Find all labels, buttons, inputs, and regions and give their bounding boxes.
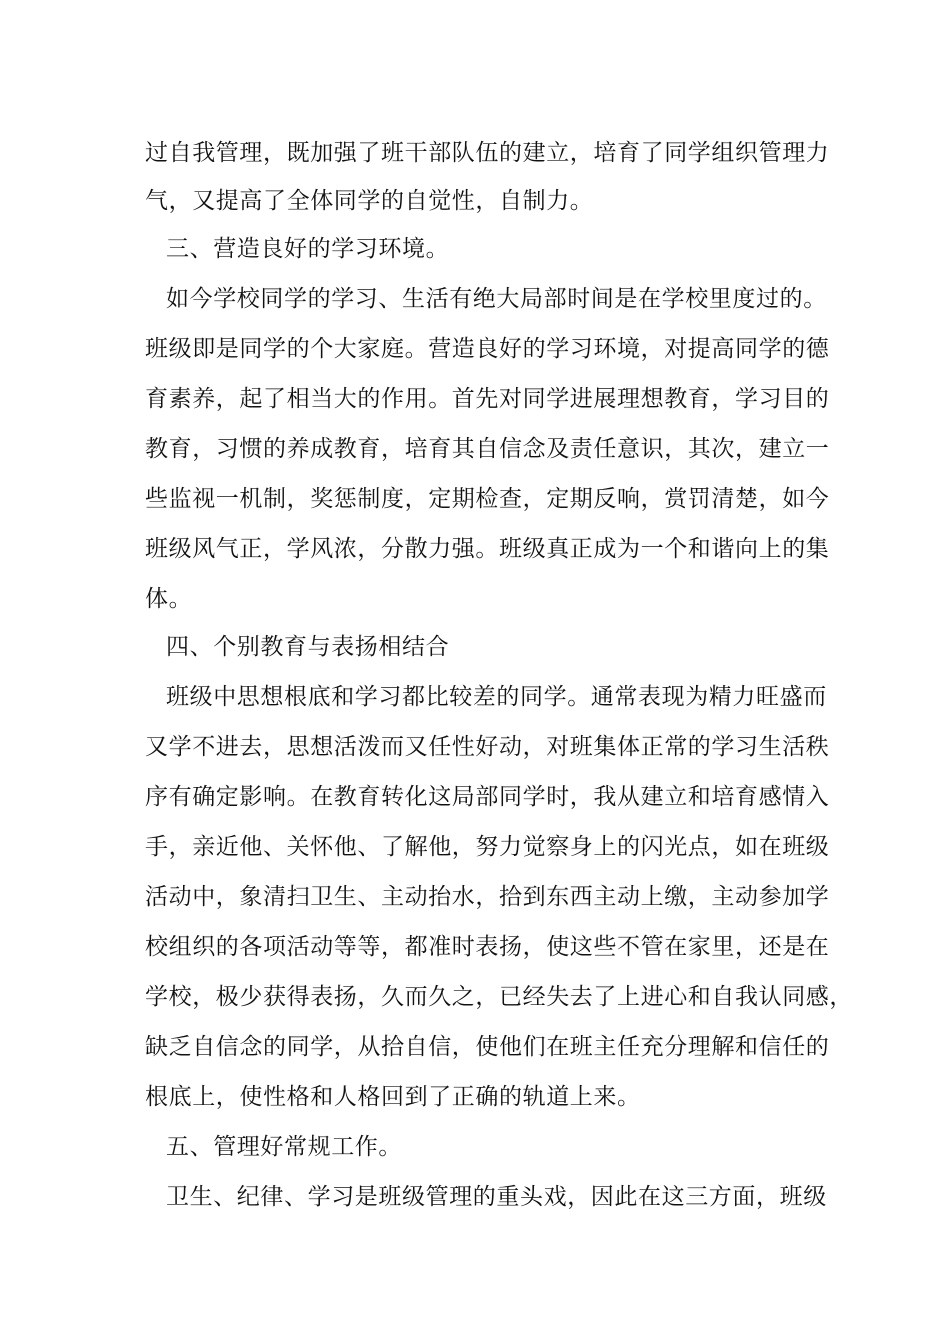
section-heading: 三、营造良好的学习环境。 bbox=[166, 236, 450, 262]
paragraph-line: 体。 bbox=[145, 586, 193, 612]
paragraph-line: 校组织的各项活动等等，都准时表扬，使这些不管在家里，还是在 bbox=[145, 934, 830, 960]
paragraph-line: 班级中思想根底和学习都比较差的同学。通常表现为精力旺盛而 bbox=[166, 684, 827, 710]
paragraph-line: 育素养，起了相当大的作用。首先对同学进展理想教育，学习目的 bbox=[145, 386, 830, 412]
paragraph-line: 手，亲近他、关怀他、了解他，努力觉察身上的闪光点，如在班级 bbox=[145, 834, 830, 860]
paragraph-line: 班级即是同学的个大家庭。营造良好的学习环境，对提高同学的德 bbox=[145, 336, 830, 362]
paragraph-line: 些监视一机制，奖惩制度，定期检查，定期反响，赏罚清楚，如今 bbox=[145, 486, 830, 512]
paragraph-line: 如今学校同学的学习、生活有绝大局部时间是在学校里度过的。 bbox=[166, 286, 827, 312]
paragraph-line: 过自我管理，既加强了班干部队伍的建立，培育了同学组织管理力 bbox=[145, 140, 830, 166]
paragraph-line: 缺乏自信念的同学，从拾自信，使他们在班主任充分理解和信任的 bbox=[145, 1034, 830, 1060]
paragraph-line: 卫生、纪律、学习是班级管理的重头戏，因此在这三方面，班级 bbox=[166, 1184, 827, 1210]
paragraph-line: 教育，习惯的养成教育，培育其自信念及责任意识，其次，建立一 bbox=[145, 436, 830, 462]
paragraph-line: 班级风气正，学风浓，分散力强。班级真正成为一个和谐向上的集 bbox=[145, 536, 830, 562]
paragraph-line: 活动中，象清扫卫生、主动抬水，拾到东西主动上缴，主动参加学 bbox=[145, 884, 830, 910]
paragraph-line: 又学不进去，思想活泼而又任性好动，对班集体正常的学习生活秩 bbox=[145, 734, 830, 760]
paragraph-line: 学校，极少获得表扬，久而久之，已经失去了上进心和自我认同感， bbox=[145, 984, 853, 1010]
section-heading: 五、管理好常规工作。 bbox=[166, 1134, 402, 1160]
paragraph-line: 序有确定影响。在教育转化这局部同学时，我从建立和培育感情入 bbox=[145, 784, 830, 810]
section-heading: 四、个别教育与表扬相结合 bbox=[166, 634, 450, 660]
paragraph-line: 根底上，使性格和人格回到了正确的轨道上来。 bbox=[145, 1084, 641, 1110]
paragraph-line: 气，又提高了全体同学的自觉性，自制力。 bbox=[145, 188, 594, 214]
